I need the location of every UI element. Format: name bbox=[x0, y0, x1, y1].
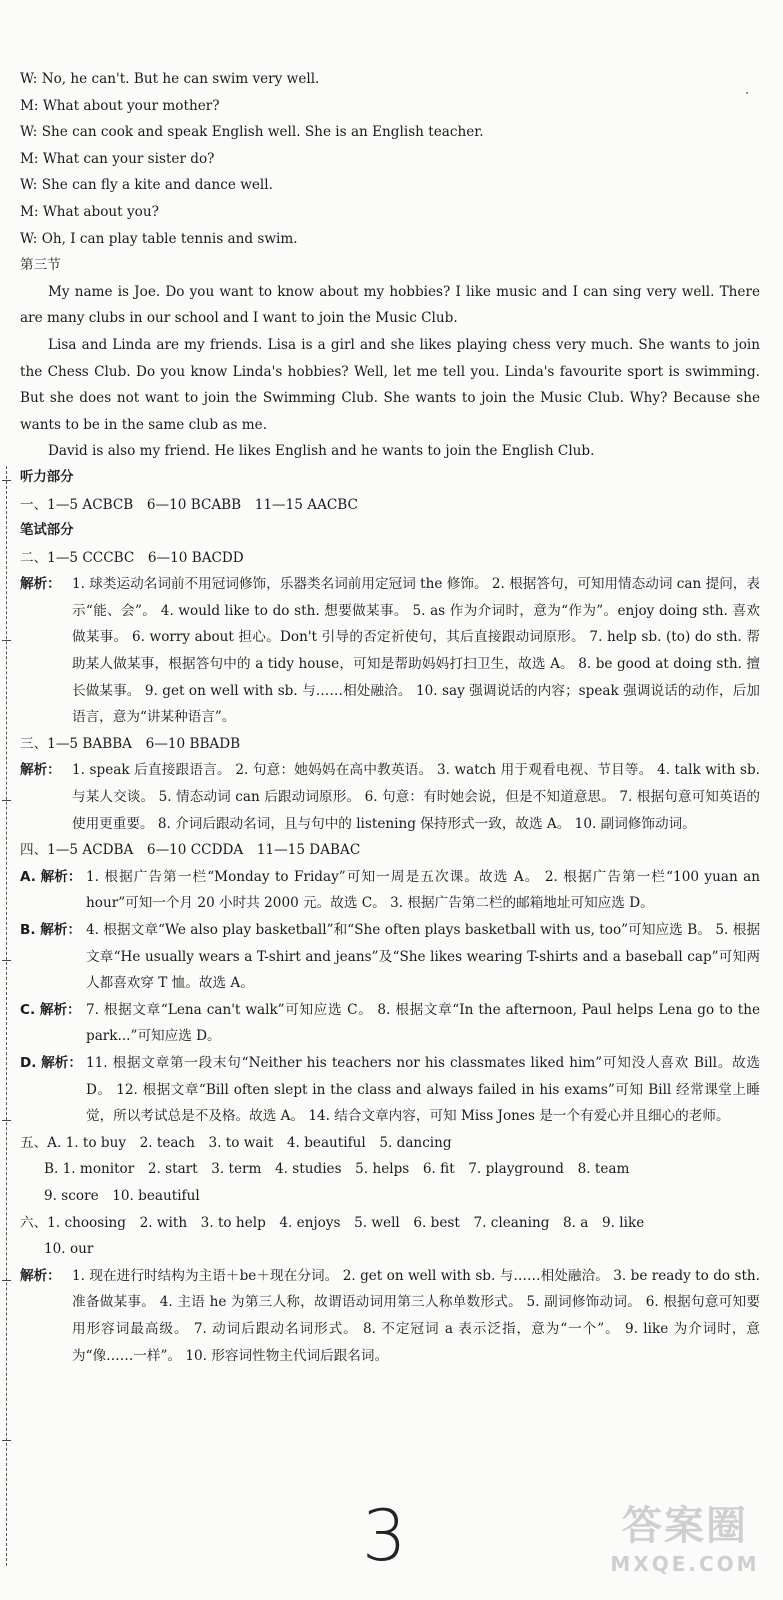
section3-title: 第三节 bbox=[20, 257, 61, 274]
part5-b-answers-cont: 9. score 10. beautiful bbox=[44, 1187, 200, 1204]
section3-paragraph: My name is Joe. Do you want to know about my hobbies? I like music and I can sing very well. There are many clubs in our school and I want to join the Music Club. bbox=[20, 283, 760, 327]
part4-explanation-d bbox=[20, 1050, 760, 1130]
explanation-text: 1. 现在进行时结构为主语＋be＋现在分词。 2. get on well with sb. 与……相处融洽。 3. be ready to do sth. 准备做某事。 4. 主语 he 为第三人称，故谓语动词用第三人称单数形式。 5. 副词修饰动词。 6. 根据句意可知要用形容词最高级。 7. 动词后跟动名词形式。 8. 不定冠词 a 表示泛指，意为“一个”。 9. like 为介词时，意为“像……一样”。 10. 形容词性物主代词后跟名词。 bbox=[72, 1267, 760, 1364]
binding-tick bbox=[2, 1280, 11, 1281]
explanation-text: 1. 球类运动名词前不用冠词修饰，乐器类名词前用定冠词 the 修饰。 2. 根据答句，可知用情态动词 can 提问，表示“能、会”。 4. would like to do sth. 想要做某事。 5. as 作为介词时，意为“作为”。enjoy doing sth. 喜欢做某事。 6. worry about 担心。Don't 引导的否定祈使句，其后直接跟动词原形。 7. help sb. (to) do sth. 帮助某人做某事，根据答句中的 a tidy house，可知是帮助妈妈打扫卫生，故选 A。 8. be good at doing sth. 擅长做某事。 9. get on well with sb. 与……相处融洽。 10. say 强调说话的内容；speak 强调说话的动作，后加语言，意为“讲某种语言”。 bbox=[72, 576, 760, 726]
part6-explanation bbox=[20, 1263, 760, 1369]
watermark-logo bbox=[601, 1502, 769, 1588]
binding-tick bbox=[2, 960, 11, 961]
part4-answers: 四、1—5 ACDBA 6—10 CCDDA 11—15 DABAC bbox=[20, 842, 361, 859]
part3-answers: 三、1—5 BABBA 6—10 BBADB bbox=[20, 735, 241, 752]
answer-page bbox=[20, 66, 760, 1369]
explanation-label: C. 解析： bbox=[20, 1001, 81, 1018]
binding-tick bbox=[2, 480, 11, 481]
binding-dashed-line bbox=[6, 466, 7, 1566]
part4-explanation-c bbox=[20, 997, 760, 1050]
explanation-text: 4. 根据文章“We also play basketball”和“She often plays basketball with us, too”可知应选 B。 5. 根据文章“He usually wears a T-shirt and jeans”及“She likes wearing T-shirts and a baseball cap”可知两人都喜欢穿 T 恤。故选 A。 bbox=[86, 922, 760, 992]
explanation-text: 1. 根据广告第一栏“Monday to Friday”可知一周是五次课。故选 A。 2. 根据广告第一栏“100 yuan an hour”可知一个月 20 小时共 2000 元。故选 C。 3. 根据广告第二栏的邮箱地址可知应选 D。 bbox=[86, 868, 760, 912]
binding-tick bbox=[2, 640, 11, 641]
section3-paragraph: David is also my friend. He likes English and he wants to join the English Club. bbox=[48, 443, 595, 460]
part6-answers: 六、1. choosing 2. with 3. to help 4. enjoys 5. well 6. best 7. cleaning 8. a 9. like bbox=[20, 1214, 645, 1231]
explanation-label: A. 解析： bbox=[20, 868, 82, 885]
page-number: 3 bbox=[362, 1495, 407, 1577]
part3-explanation bbox=[20, 757, 760, 837]
explanation-label: 解析： bbox=[20, 576, 61, 593]
dialogue-line: M: What can your sister do? bbox=[20, 150, 215, 167]
explanation-text: 1. speak 后直接跟语言。 2. 句意：她妈妈在高中教英语。 3. watch 用于观看电视、节目等。 4. talk with sb. 与某人交谈。 5. 情态动词 can 后跟动词原形。 6. 句意：有时她会说，但是不知道意思。 7. 根据句意可知英语的使用更重要。 8. 介词后跟动名词，且与句中的 listening 保持形式一致，故选 A。 10. 副词修饰动词。 bbox=[72, 762, 760, 832]
dialogue-line: W: No, he can't. But he can swim very well. bbox=[20, 71, 320, 87]
dialogue bbox=[20, 66, 760, 252]
explanation-label: 解析： bbox=[20, 1267, 61, 1284]
part6-answers-cont: 10. our bbox=[44, 1241, 94, 1258]
part5-b-answers: B. 1. monitor 2. start 3. term 4. studies 5. helps 6. fit 7. playground 8. team bbox=[44, 1161, 630, 1178]
explanation-text: 11. 根据文章第一段末句“Neither his teachers nor his classmates liked him”可知没人喜欢 Bill。故选 D。 12. 根据文章“Bill often slept in the class and always failed in his exams”可知 Bill 经常课堂上睡觉，所以考试总是不及格。故选 A。 14. 结合文章内容，可知 Miss Jones 是一个有爱心并且细心的老师。 bbox=[86, 1054, 760, 1125]
explanation-label: 解析： bbox=[20, 762, 61, 779]
watermark-bottom: MXQE.COM bbox=[610, 1552, 760, 1576]
explanation-label: D. 解析： bbox=[20, 1054, 82, 1071]
dialogue-line: M: What about you? bbox=[20, 203, 159, 220]
binding-tick bbox=[2, 1440, 11, 1441]
watermark-top: 答案圈 bbox=[622, 1503, 748, 1549]
written-title: 笔试部分 bbox=[20, 523, 74, 539]
part2-explanation bbox=[20, 571, 760, 731]
dialogue-line: W: She can cook and speak English well. She is an English teacher. bbox=[20, 124, 484, 141]
binding-tick bbox=[2, 1120, 11, 1121]
explanation-label: B. 解析： bbox=[20, 922, 82, 938]
dialogue-line: W: She can fly a kite and dance well. bbox=[20, 177, 273, 194]
part4-explanation-b bbox=[20, 917, 760, 997]
binding-tick bbox=[2, 800, 11, 801]
dialogue-line: W: Oh, I can play table tennis and swim. bbox=[20, 230, 298, 247]
section3-paragraph: Lisa and Linda are my friends. Lisa is a girl and she likes playing chess very much. She wants to join the Chess Club. Do you know Linda's hobbies? Well, let me tell you. Linda's favourite sport is swimming. But she does not want to join the Swimming Club. She wants to join the Music Club. Why? Because she wants to be in the same club as me. bbox=[20, 336, 760, 433]
dialogue-line: M: What about your mother? bbox=[20, 97, 220, 114]
listening-answers: 一、1—5 ACBCB 6—10 BCABB 11—15 AACBC bbox=[20, 496, 358, 513]
listening-title: 听力部分 bbox=[20, 469, 74, 485]
part5-a-answers: 五、A. 1. to buy 2. teach 3. to wait 4. beautiful 5. dancing bbox=[20, 1134, 452, 1151]
part2-answers: 二、1—5 CCCBC 6—10 BACDD bbox=[20, 549, 244, 566]
part4-explanation-a bbox=[20, 864, 760, 917]
explanation-text: 7. 根据文章“Lena can't walk”可知应选 C。 8. 根据文章“In the afternoon, Paul helps Lena go to the park...”可知应选 D。 bbox=[86, 1001, 760, 1045]
